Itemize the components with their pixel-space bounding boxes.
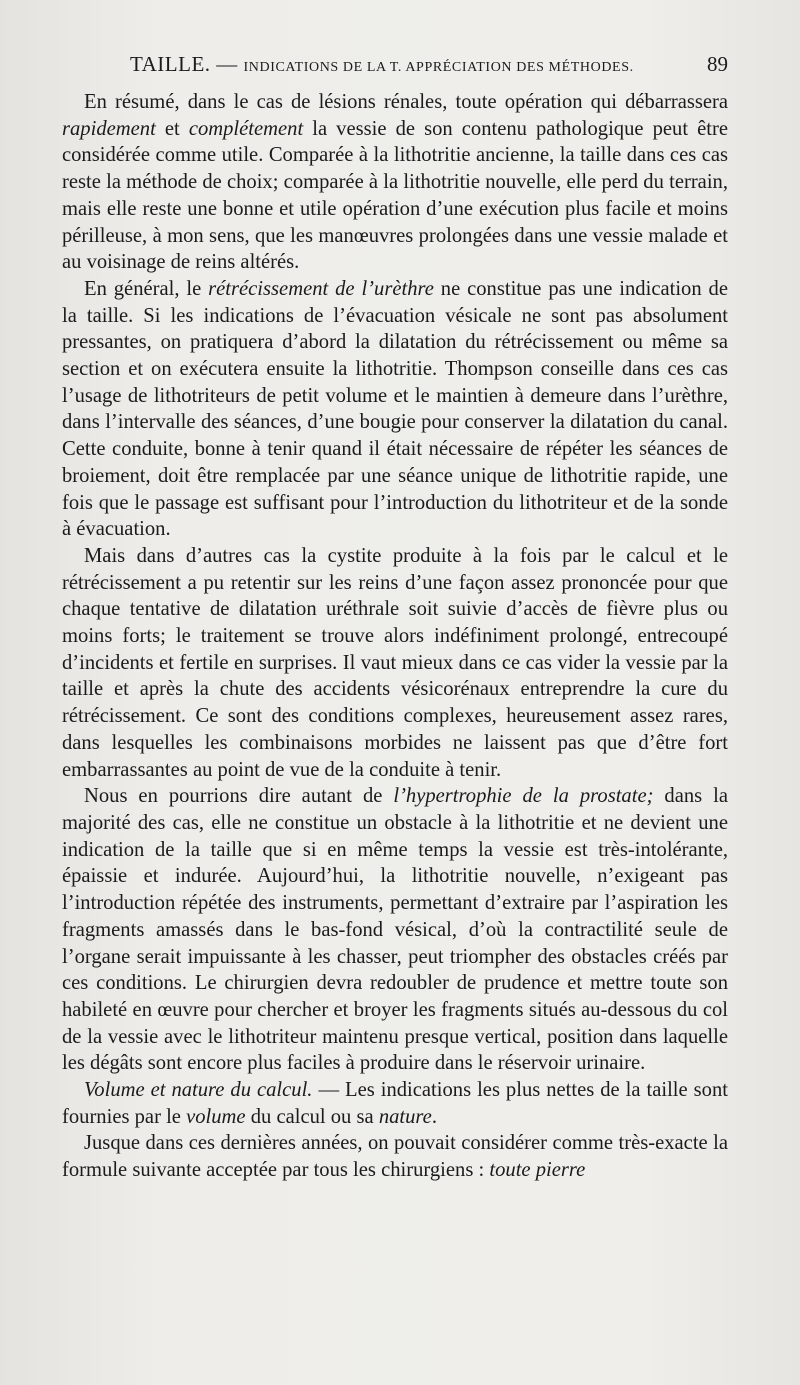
header-title: TAILLE.: [130, 52, 211, 76]
text-run: En général, le: [84, 277, 209, 300]
body-text: [62, 89, 728, 1184]
text-run: du calcul ou sa: [245, 1105, 379, 1128]
italic-text: toute pierre: [489, 1159, 586, 1182]
text-run: En résumé, dans le cas de lésions rénales, toute opération qui débarrassera: [84, 91, 728, 113]
italic-text: volume: [186, 1105, 246, 1128]
text-run: Jusque dans ces dernières années, on pouvait considérer comme très-exacte la formule suivante acceptée par tous les chirurgiens :: [62, 1132, 728, 1182]
running-header: [62, 52, 728, 82]
italic-text: complétement: [188, 117, 304, 140]
italic-text: Volume et nature du calcul.: [84, 1079, 313, 1102]
italic-text: rétrécissement de l’urèthre: [208, 277, 434, 300]
text-run: et: [155, 117, 189, 140]
text-run: la vessie de son contenu pathologique peut être considérée comme utile. Comparée à la lithotritie ancienne, la taille dans ces cas reste la méthode de choix; comparée à la lithotritie nouvelle, elle perd du terrain, mais elle reste une bonne et utile opération d’une exécution plus facile et moins périlleuse, à mon sens, que les manœuvres prolongées dans une vessie malade et au voisinage de reins altérés.: [62, 117, 728, 274]
running-title: [130, 52, 634, 77]
paragraph: [62, 783, 728, 1077]
paragraph: [62, 543, 728, 783]
header-dash: —: [216, 52, 238, 76]
italic-text: nature: [378, 1105, 432, 1128]
text-run: ne constitue pas une indication de la taille. Si les indications de l’évacuation vésicale ne sont pas absolument pressantes, on pratiquera d’abord la dilatation du rétrécissement ou même sa section et on exécutera ensuite la lithotritie. Thompson conseille dans ces cas l’usage de lithotriteurs de petit volume et le maintien à demeure dans l’urèthre, dans l’intervalle des séances, d’une bougie pour conserver la dilatation du canal. Cette conduite, bonne à tenir quand il était nécessaire de répéter les séances de broiement, doit être remplacée par une séance unique de lithotritie rapide, une fois que le passage est suffisant pour l’introduction du lithotriteur et de la sonde à évacuation.: [62, 277, 728, 541]
text-run: Nous en pourrions dire autant de: [84, 785, 394, 808]
italic-text: l’hypertrophie de la prostate;: [393, 785, 654, 808]
text-run: — Les indications les plus nettes de la taille sont fournies par le: [62, 1079, 728, 1128]
paragraph: [62, 1077, 728, 1130]
text-run: .: [431, 1105, 437, 1128]
page-number: 89: [707, 52, 728, 76]
paragraph: [62, 89, 728, 276]
header-subtitle: INDICATIONS DE LA T. APPRÉCIATION DES MÉTHODES.: [243, 60, 634, 75]
italic-text: rapidement: [62, 117, 156, 140]
paragraph: [62, 1130, 728, 1183]
paragraph: [62, 276, 728, 543]
text-run: Mais dans d’autres cas la cystite produite à la fois par le calcul et le rétrécissement a pu retentir sur les reins d’une façon assez prononcée pour que chaque tentative de dilatation uréthrale soit suivie d’accès de fièvre plus ou moins forts; le traitement se trouve alors indéfiniment prolongé, entrecoupé d’incidents et fertile en surprises. Il vaut mieux dans ce cas vider la vessie par la taille et après la chute des accidents vésicorénaux entreprendre la cure du rétrécissement. Ce sont des conditions complexes, heureusement assez rares, dans lesquelles les combinaisons morbides ne laissent pas que d’être fort embarrassantes au point de vue de la conduite à tenir.: [62, 544, 728, 781]
text-run: dans la majorité des cas, elle ne constitue un obstacle à la lithotritie et ne devient une indication de la taille que si en même temps la vessie est très-intolérante, épaissie et indurée. Aujourd’hui, la lithotritie nouvelle, n’exigeant pas l’introduction répétée des instruments, permettant d’extraire par l’aspiration les fragments amassés dans le bas-fond vésical, d’où la contractilité seule de l’organe serait impuissante à les chasser, peut triompher des obstacles créés par ces conditions. Le chirurgien devra redoubler de prudence et mettre toute son habileté en œuvre pour chercher et broyer les fragments situés au-dessous du col de la vessie avec le lithotriteur maintenu presque vertical, position dans laquelle les dégâts sont encore plus faciles à produire dans le réservoir urinaire.: [62, 785, 728, 1075]
